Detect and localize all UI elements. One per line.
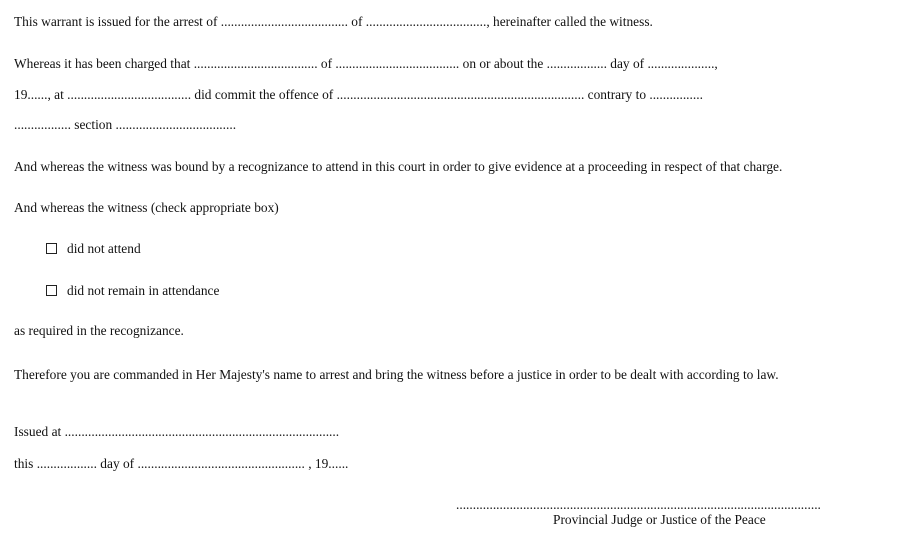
command-paragraph: Therefore you are commanded in Her Majesty's name to arrest and bring the witness before a justice in order to be dealt with according to law. <box>14 367 779 382</box>
signature-line: ............................................................................................................. <box>456 497 821 512</box>
signature-caption: Provincial Judge or Justice of the Peace <box>553 512 766 527</box>
issued-date-line: this .................. day of .................................................. , 19...... <box>14 456 349 471</box>
charge-line: Whereas it has been charged that ..................................... of ..................................... on or about the .................. day of ...................., <box>14 56 718 71</box>
checkbox-icon[interactable] <box>46 243 57 254</box>
checkbox-icon[interactable] <box>46 285 57 296</box>
check-instruction: And whereas the witness (check appropriate box) <box>14 200 279 215</box>
option-label: did not attend <box>67 241 141 256</box>
recognizance-paragraph: And whereas the witness was bound by a recognizance to attend in this court in order to give evidence at a proceeding in respect of that charge. <box>14 159 783 174</box>
option-label: did not remain in attendance <box>67 283 220 298</box>
offence-line: 19......, at ..................................... did commit the offence of .......................................................................... contrary to ................ <box>14 87 703 102</box>
option-did-not-remain[interactable] <box>46 283 219 299</box>
recognizance-note: as required in the recognizance. <box>14 323 184 338</box>
section-line: ................. section .................................... <box>14 117 237 132</box>
issued-at-line: Issued at .................................................................................. <box>14 424 340 439</box>
option-did-not-attend[interactable] <box>46 241 141 257</box>
warrant-intro-line: This warrant is issued for the arrest of ...................................... of ...................................., hereinafter called the witness. <box>14 14 653 29</box>
